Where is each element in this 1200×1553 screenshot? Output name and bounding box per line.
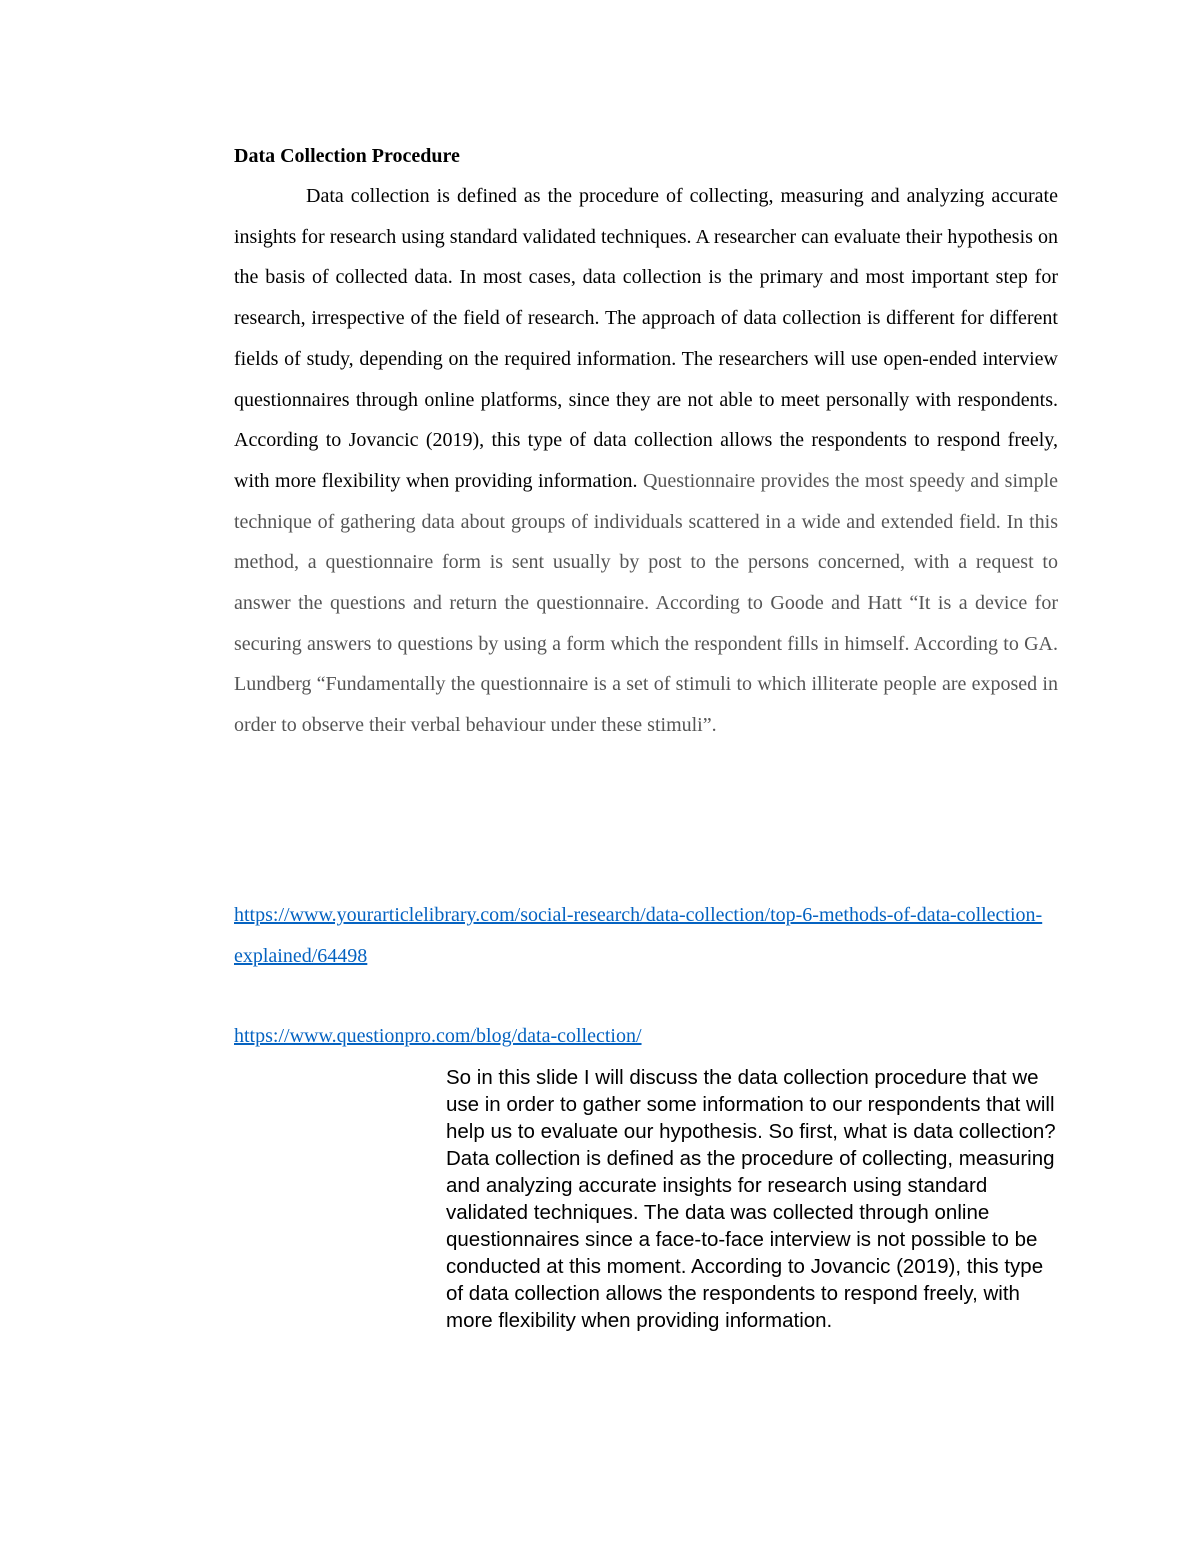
body-paragraph-main: Data collection is defined as the procedure of collecting, measuring and analyzing accurate insights for research using standard validated techniques. A researcher can evaluate their hypothesis on the basis of collected data. In most cases, data collection is the primary and most important step for research, irrespective of the field of research. The approach of data collection is different for different fields of study, depending on the required information. The researchers will use open-ended interview questionnaires through online platforms, since they are not able to meet personally with respondents. According to Jovancic (2019), this type of data collection allows the respondents to respond freely, with more flexibility when providing information. [234,185,1058,492]
page-title: Data Collection Procedure [234,145,460,167]
body-paragraph [234,176,1058,746]
reference-link-yourarticlelibrary[interactable]: https://www.yourarticlelibrary.com/social-research/data-collection/top-6-methods-of-data-collection-explained/64498 [234,904,1043,967]
body-paragraph-quoted: Questionnaire provides the most speedy and simple technique of gathering data about groups of individuals scattered in a wide and extended field. In this method, a questionnaire form is sent usually by post to the persons concerned, with a request to answer the questions and return the questionnaire. According to Goode and Hatt “It is a device for securing answers to questions by using a form which the respondent fills in himself. According to GA. Lundberg “Fundamentally the questionnaire is a set of stimuli to which illiterate people are exposed in order to observe their verbal behaviour under these stimuli”. [234,469,1058,737]
speaker-notes: So in this slide I will discuss the data collection procedure that we use in order to gather some information to our respondents that will help us to evaluate our hypothesis. So first, what is data collection? Data collection is defined as the procedure of collecting, measuring and analyzing accurate insights for research using standard validated techniques. The data was collected through online questionnaires since a face-to-face interview is not possible to be conducted at this moment. According to Jovancic (2019), this type of data collection allows the respondents to respond freely, with more flexibility when providing information. [446,1066,1056,1332]
reference-link-questionpro[interactable]: https://www.questionpro.com/blog/data-collection/ [234,1025,642,1047]
